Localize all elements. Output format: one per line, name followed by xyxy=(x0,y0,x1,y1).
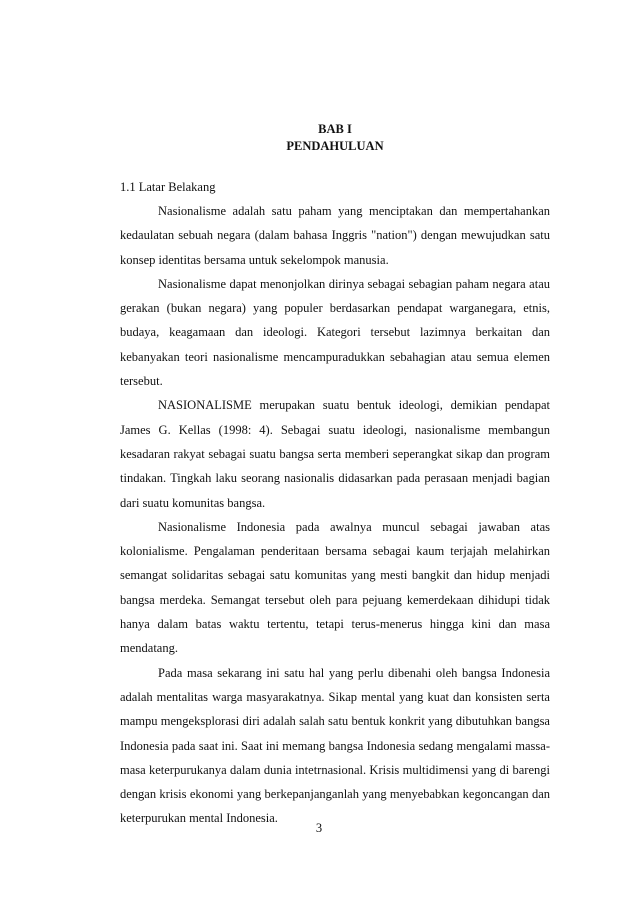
chapter-number: BAB I xyxy=(318,122,352,136)
chapter-heading xyxy=(120,121,550,155)
section-heading: 1.1 Latar Belakang xyxy=(120,180,216,194)
body-text xyxy=(120,199,550,831)
page-number: 3 xyxy=(315,821,323,835)
paragraph: NASIONALISME merupakan suatu bentuk ideologi, demikian pendapat James G. Kellas (1998: 4). Sebagai suatu ideologi, nasionalisme membangun kesadaran rakyat sebagai suatu bangsa serta memberi seperangkat sikap dan program tindakan. Tingkah laku seorang nasionalis didasarkan pada perasaan menjadi bagian dari suatu komunitas bangsa. xyxy=(120,398,550,510)
paragraph: Pada masa sekarang ini satu hal yang perlu dibenahi oleh bangsa Indonesia adalah mentalitas warga masyarakatnya. Sikap mental yang kuat dan konsisten serta mampu mengeksplorasi diri adalah salah satu bentuk konkrit yang dibutuhkan bangsa Indonesia pada saat ini. Saat ini memang bangsa Indonesia sedang mengalami massa-masa keterpurukanya dalam dunia intetrnasional. Krisis multidimensi yang di barengi dengan krisis ekonomi yang berkepanjanganlah yang menyebabkan kegoncangan dan keterpurukan mental Indonesia. xyxy=(120,665,550,826)
paragraph: Nasionalisme adalah satu paham yang menciptakan dan mempertahankan kedaulatan sebuah negara (dalam bahasa Inggris "nation") dengan mewujudkan satu konsep identitas bersama untuk sekelompok manusia. xyxy=(120,204,550,267)
chapter-title: PENDAHULUAN xyxy=(286,139,384,153)
paragraph: Nasionalisme Indonesia pada awalnya muncul sebagai jawaban atas kolonialisme. Pengalaman penderitaan bersama sebagai kaum terjajah melahirkan semangat solidaritas sebagai satu komunitas yang mesti bangkit dan hidup menjadi bangsa merdeka. Semangat tersebut oleh para pejuang kemerdekaan dihidupi tidak hanya dalam batas waktu tertentu, tetapi terus-menerus hingga kini dan masa mendatang. xyxy=(120,519,550,656)
paragraph: Nasionalisme dapat menonjolkan dirinya sebagai sebagian paham negara atau gerakan (bukan negara) yang populer berdasarkan pendapat warganegara, etnis, budaya, keagamaan dan ideologi. Kategori tersebut lazimnya berkaitan dan kebanyakan teori nasionalisme mencampuradukkan sebahagian atau semua elemen tersebut. xyxy=(120,276,550,389)
